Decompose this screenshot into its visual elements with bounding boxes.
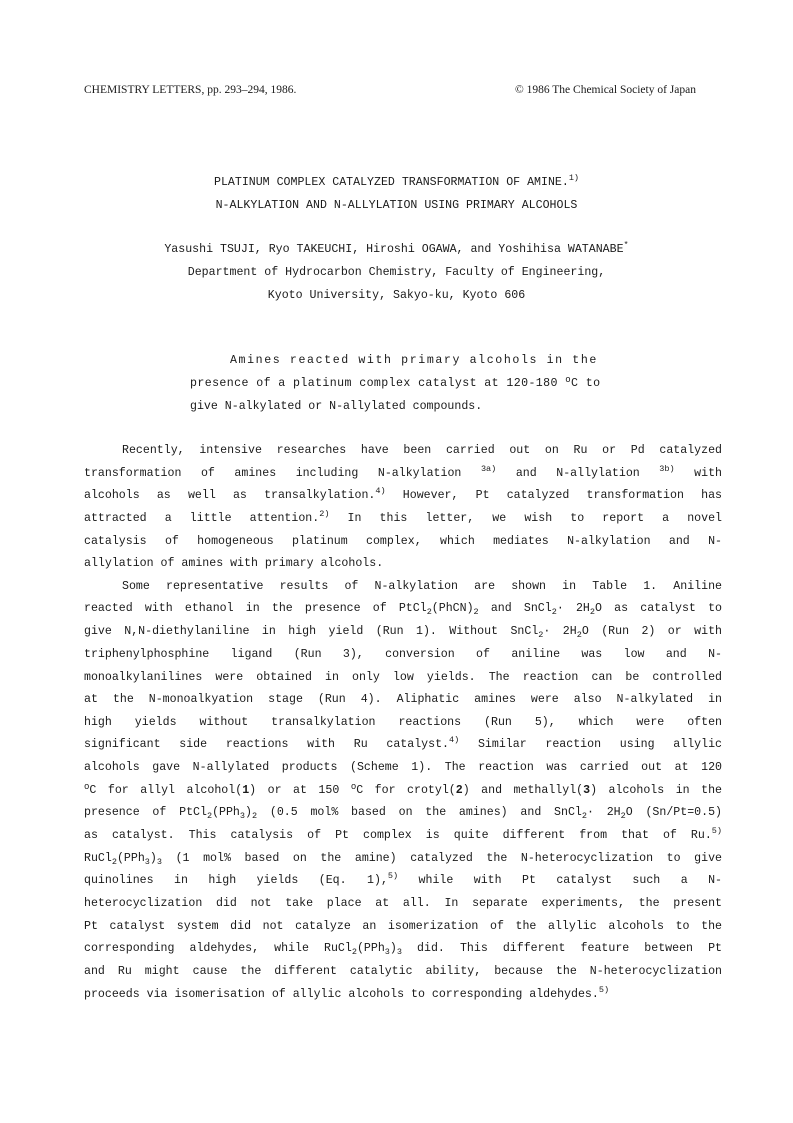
body-line: attracted a little attention.$^{2)}$ In this letter, we wish to report a novel <box>84 509 722 525</box>
corresponding-author-mark: * <box>623 240 629 250</box>
body-line: Pt catalyst system did not catalyze an isomerization of the allylic alcohols to the <box>84 920 722 933</box>
body-line: corresponding aldehydes, while $RuCl_2(PPh_3)_3$ did. This different feature between Pt <box>84 942 722 957</box>
body-line: quinolines in high yields (Eq. 1),$^{5)}$ while with Pt catalyst such a N- <box>84 871 722 887</box>
body-line: Recently, intensive researches have been carried out on Ru or Pd catalyzed <box>122 444 722 457</box>
journal-citation: CHEMISTRY LETTERS, pp. 293‒294, 1986. <box>84 84 297 96</box>
body-line: and Ru might cause the different catalytic ability, because the N-heterocyclization <box>84 965 722 978</box>
body-line: significant side reactions with Ru catalyst.$^{4)}$ Similar reaction using allylic <box>84 735 723 751</box>
body-line: alcohols as well as transalkylation.$^{4)}$ However, Pt catalyzed transformation has <box>84 486 722 502</box>
body-line: triphenylphosphine ligand (Run 3), conversion of aniline was low and N- <box>84 648 722 661</box>
body-line: reacted with ethanol in the presence of $PtCl_2(PhCN)_2$ and SnCl$_2$· $2H_2O$ as catalyst to <box>84 602 722 617</box>
body-line: allylation of amines with primary alcohols. <box>84 557 384 570</box>
body-line: alcohols gave N-allylated products (Scheme 1). The reaction was carried out at 120 <box>84 761 722 774</box>
abstract-line-1: Amines reacted with primary alcohols in the <box>230 354 598 367</box>
body-line: $RuCl_2(PPh_3)_3$ (1 mol% based on the amine) catalyzed the N-heterocyclization to give <box>84 852 722 867</box>
body-line: as catalyst. This catalysis of Pt complex is quite different from that of Ru.$^{5)}$ <box>84 826 722 842</box>
affiliation-line-1: Department of Hydrocarbon Chemistry, Faculty of Engineering, <box>187 266 606 279</box>
body-line: transformation of amines including N-alkylation $^{3a)}$ and N-allylation $^{3b)}$ with <box>84 464 722 480</box>
running-header <box>84 84 696 100</box>
body-line: catalysis of homogeneous platinum complex, which mediates N-alkylation and N- <box>84 535 722 548</box>
body-line: heterocyclization did not take place at all. In separate experiments, the present <box>84 897 722 910</box>
author-list: Yasushi TSUJI, Ryo TAKEUCHI, Hiroshi OGAWA, and Yoshihisa WATANABE* <box>164 240 629 256</box>
body-line: monoalkylanilines were obtained in only low yields. The reaction can be controlled <box>84 671 722 684</box>
body-line: high yields without transalkylation reactions (Run 5), which were often <box>84 716 722 729</box>
title-line-2: N-ALKYLATION AND N-ALLYLATION USING PRIMARY ALCOHOLS <box>215 199 578 212</box>
body-line: Some representative results of N-alkylation are shown in Table 1. Aniline <box>122 580 722 593</box>
abstract-line-2: presence of a platinum complex catalyst at 120-180 $^o$C to <box>190 375 601 390</box>
abstract-line-3: give N-alkylated or N-allylated compounds. <box>190 400 483 413</box>
title-line-1: PLATINUM COMPLEX CATALYZED TRANSFORMATION OF AMINE.$^{1)}$ <box>213 173 580 189</box>
body-line: presence of $PtCl_2(PPh_3)_2$ (0.5 mol% based on the amines) and SnCl$_2$· $2H_2O$ (Sn/Pt=0.5) <box>84 806 722 821</box>
title-reference: 1) <box>568 173 580 183</box>
body-line: proceeds via isomerisation of allylic alcohols to corresponding aldehydes.$^{5)}$ <box>84 985 610 1001</box>
copyright-notice: © 1986 The Chemical Society of Japan <box>515 84 696 96</box>
body-line: at the N-monoalkyation stage (Run 4). Aliphatic amines were also N-alkylated in <box>84 693 722 706</box>
body-line: $^o$C for allyl alcohol(1) or at 150 $^o$C for crotyl(2) and methallyl(3) alcohols in the <box>84 782 722 797</box>
affiliation-line-2: Kyoto University, Sakyo-ku, Kyoto 606 <box>267 289 526 302</box>
body-line: give N,N-diethylaniline in high yield (Run 1). Without SnCl$_2$· $2H_2O$ (Run 2) or with <box>84 625 722 640</box>
